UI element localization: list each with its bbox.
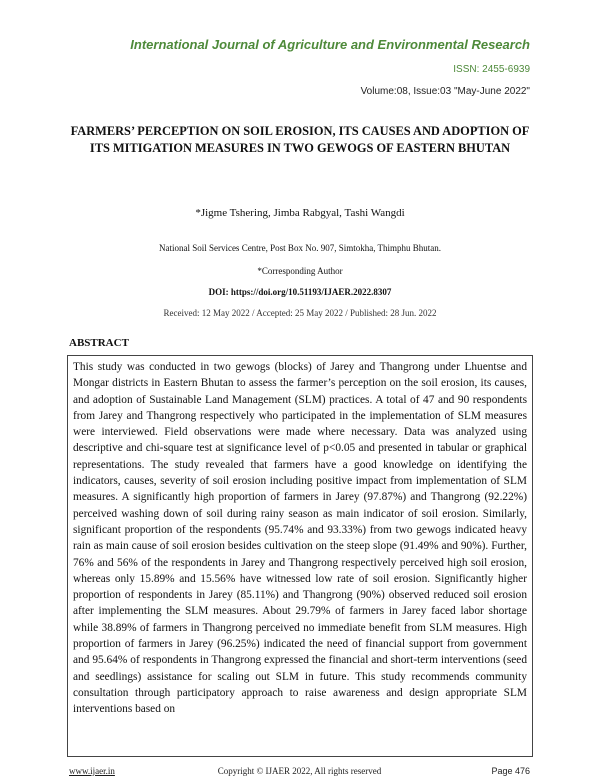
page-number: Page 476 — [491, 766, 530, 776]
issn: ISSN: 2455-6939 — [453, 64, 530, 75]
volume-issue: Volume:08, Issue:03 "May-June 2022" — [360, 86, 530, 97]
article-title: FARMERS’ PERCEPTION ON SOIL EROSION, ITS CAUSES AND ADOPTION OF ITS MITIGATION MEASURES IN TWO GEWOGS OF EASTERN BHUTAN — [70, 124, 530, 155]
abstract-box — [67, 355, 533, 757]
authors: *Jigme Tshering, Jimba Rabgyal, Tashi Wangdi — [195, 207, 405, 219]
footer-website-link[interactable]: www.ijaer.in — [69, 766, 115, 776]
page-footer — [69, 766, 530, 776]
affiliation: National Soil Services Centre, Post Box No. 907, Simtokha, Thimphu Bhutan. — [158, 243, 442, 253]
abstract-heading: ABSTRACT — [69, 337, 129, 349]
abstract-text: This study was conducted in two gewogs (blocks) of Jarey and Thangrong under Lhuentse and Mongar districts in Eastern Bhutan to assess the farmer’s perception on the soil erosion, its causes, and adoption of Sustainable Land Management (SLM) practices. A total of 47 and 90 respondents from Jarey and Thangrong respectively who participated in the implementation of SLM measures were interviewed. Field observations were made where necessary. Data was analyzed using descriptive and chi-square test at significance level of p<0.05 and presented in tabular or graphical representations. The study revealed that farmers have a good knowledge on identifying the indicators, causes, severity of soil erosion including positive impact from implementation of SLM measures. A significantly high proportion of farmers in Jarey (97.87%) and Thangrong (92.22%) perceived washing down of soil during rainy season as main indicator of soil erosion. Similarly, significant proportion of the respondents (95.74% and 93.33%) from two gewogs indicated heavy rain as main cause of soil erosion besides cultivation on the steep slope (91.49% and 90%). Further, 76% and 56% of the respondents in Jarey and Thangrong respectively perceived high soil erosion, whereas only 15.89% and 15.56% have witnessed low rate of soil erosion. Significantly higher proportion of respondents in Jarey (85.11%) and Thangrong (90%) observed reduced soil erosion after implementing the SLM measures. About 29.79% of farmers in Jarey faced labor shortage while 38.89% of farmers in Thangrong perceived no immediate benefit from SLM measures. High proportion of farmers in Jarey (96.25%) indicated the need of financial support from government and 95.64% of respondents in Thangrong expressed the financial and short-term interventions (seed and seedlings) assistance for scaling out SLM in future. This study recommends community consultation through participatory approach to raise awareness and design appropriate SLM interventions based on — [73, 361, 527, 716]
journal-name: International Journal of Agriculture and Environmental Research — [130, 37, 530, 52]
publication-dates: Received: 12 May 2022 / Accepted: 25 May 2022 / Published: 28 Jun. 2022 — [163, 308, 437, 318]
corresponding-author-note: *Corresponding Author — [257, 266, 343, 276]
footer-copyright: Copyright © IJAER 2022, All rights reserved — [217, 766, 382, 776]
doi[interactable]: DOI: https://doi.org/10.51193/IJAER.2022.8307 — [208, 287, 392, 297]
